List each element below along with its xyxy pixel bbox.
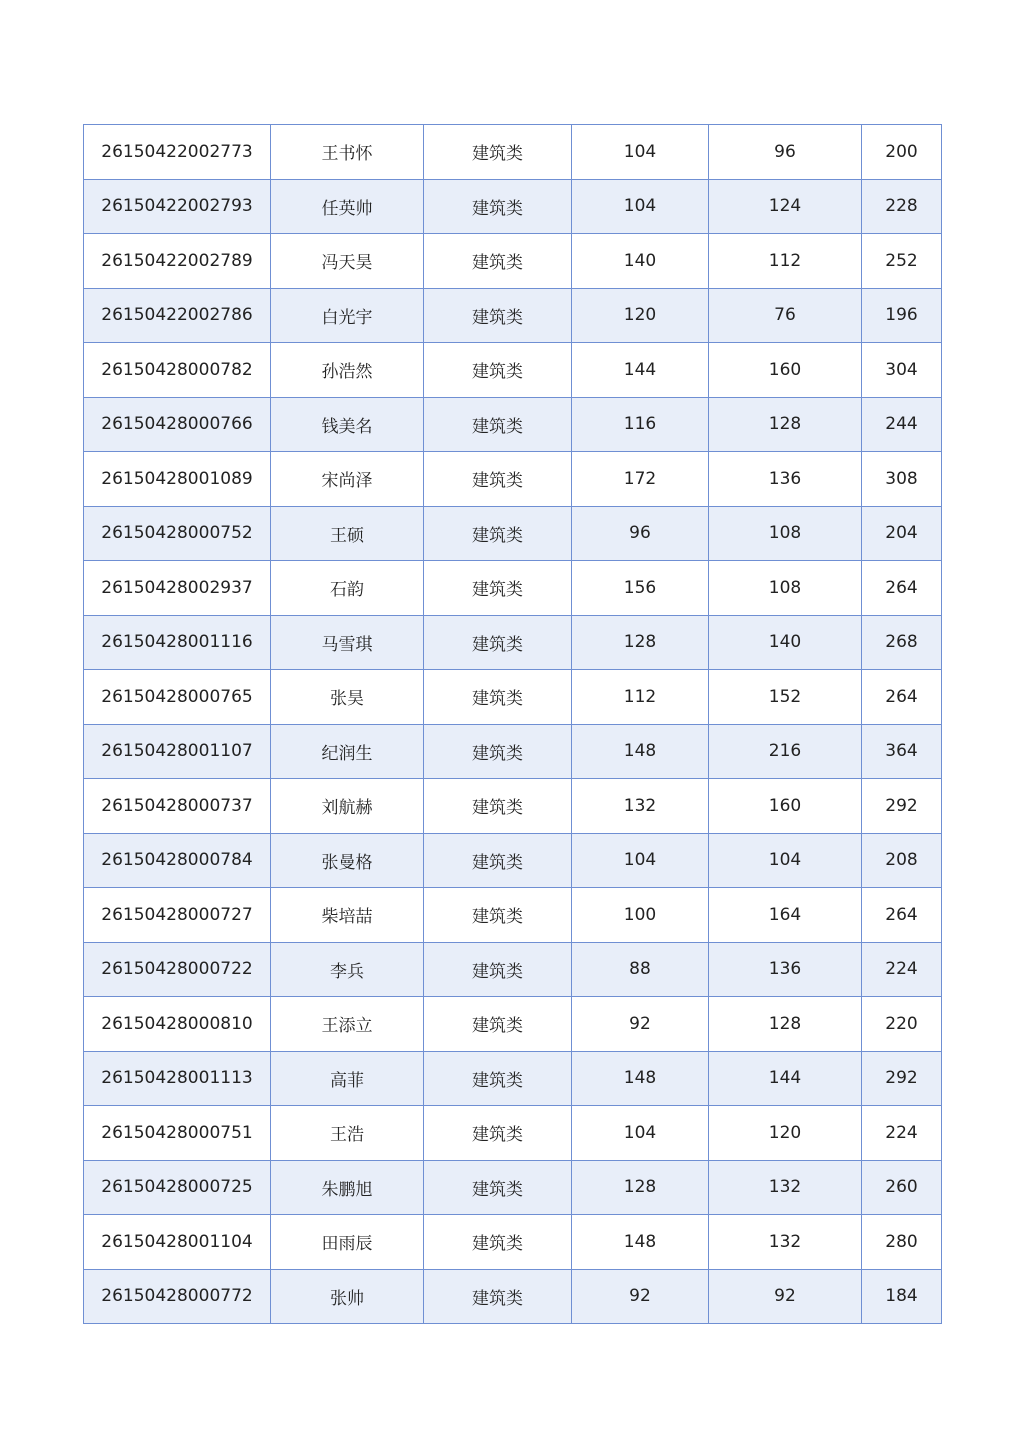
table-body (84, 125, 942, 1324)
exam-id-cell: 26150428001104 (84, 1215, 271, 1270)
total-score-cell: 260 (862, 1160, 942, 1215)
exam-id-cell: 26150428000766 (84, 397, 271, 452)
table-row (84, 1051, 942, 1106)
score-1-cell: 128 (572, 1160, 709, 1215)
table-row (84, 833, 942, 888)
score-2-cell: 144 (709, 1051, 862, 1106)
student-name-cell: 钱美名 (271, 397, 424, 452)
exam-id-cell: 26150428000725 (84, 1160, 271, 1215)
student-name-cell: 孙浩然 (271, 343, 424, 398)
category-cell: 建筑类 (424, 1106, 572, 1161)
score-1-cell: 156 (572, 561, 709, 616)
total-score-cell: 252 (862, 234, 942, 289)
score-1-cell: 104 (572, 125, 709, 180)
student-name-cell: 刘航赫 (271, 779, 424, 834)
total-score-cell: 228 (862, 179, 942, 234)
table-row (84, 1269, 942, 1324)
exam-id-cell: 26150428001113 (84, 1051, 271, 1106)
student-name-cell: 王添立 (271, 997, 424, 1052)
category-cell: 建筑类 (424, 234, 572, 289)
total-score-cell: 204 (862, 506, 942, 561)
category-cell: 建筑类 (424, 179, 572, 234)
score-1-cell: 104 (572, 833, 709, 888)
student-name-cell: 张帅 (271, 1269, 424, 1324)
score-1-cell: 104 (572, 1106, 709, 1161)
exam-id-cell: 26150428000765 (84, 670, 271, 725)
total-score-cell: 224 (862, 942, 942, 997)
category-cell: 建筑类 (424, 343, 572, 398)
exam-id-cell: 26150428000722 (84, 942, 271, 997)
exam-id-cell: 26150428001116 (84, 615, 271, 670)
student-name-cell: 朱鹏旭 (271, 1160, 424, 1215)
table-row (84, 506, 942, 561)
total-score-cell: 200 (862, 125, 942, 180)
score-1-cell: 144 (572, 343, 709, 398)
exam-id-cell: 26150422002789 (84, 234, 271, 289)
category-cell: 建筑类 (424, 779, 572, 834)
score-1-cell: 92 (572, 997, 709, 1052)
table-row (84, 125, 942, 180)
table-row (84, 397, 942, 452)
total-score-cell: 292 (862, 1051, 942, 1106)
score-1-cell: 100 (572, 888, 709, 943)
score-2-cell: 104 (709, 833, 862, 888)
total-score-cell: 196 (862, 288, 942, 343)
category-cell: 建筑类 (424, 1269, 572, 1324)
exam-id-cell: 26150428001089 (84, 452, 271, 507)
exam-id-cell: 26150428000782 (84, 343, 271, 398)
table-row (84, 1106, 942, 1161)
student-name-cell: 任英帅 (271, 179, 424, 234)
exam-id-cell: 26150428000727 (84, 888, 271, 943)
student-name-cell: 王浩 (271, 1106, 424, 1161)
table-row (84, 888, 942, 943)
score-2-cell: 96 (709, 125, 862, 180)
table-row (84, 561, 942, 616)
score-2-cell: 160 (709, 779, 862, 834)
category-cell: 建筑类 (424, 125, 572, 180)
category-cell: 建筑类 (424, 1051, 572, 1106)
score-1-cell: 148 (572, 724, 709, 779)
score-2-cell: 164 (709, 888, 862, 943)
student-name-cell: 张曼格 (271, 833, 424, 888)
score-2-cell: 132 (709, 1215, 862, 1270)
student-name-cell: 田雨辰 (271, 1215, 424, 1270)
category-cell: 建筑类 (424, 833, 572, 888)
student-name-cell: 石韵 (271, 561, 424, 616)
table-row (84, 670, 942, 725)
student-name-cell: 柴培喆 (271, 888, 424, 943)
score-1-cell: 104 (572, 179, 709, 234)
student-name-cell: 宋尚泽 (271, 452, 424, 507)
table-row (84, 997, 942, 1052)
table-row (84, 234, 942, 289)
total-score-cell: 184 (862, 1269, 942, 1324)
student-name-cell: 高菲 (271, 1051, 424, 1106)
category-cell: 建筑类 (424, 997, 572, 1052)
total-score-cell: 292 (862, 779, 942, 834)
score-1-cell: 112 (572, 670, 709, 725)
exam-id-cell: 26150428000752 (84, 506, 271, 561)
exam-id-cell: 26150428001107 (84, 724, 271, 779)
table-row (84, 724, 942, 779)
score-2-cell: 108 (709, 561, 862, 616)
total-score-cell: 244 (862, 397, 942, 452)
category-cell: 建筑类 (424, 452, 572, 507)
score-2-cell: 120 (709, 1106, 862, 1161)
table-row (84, 452, 942, 507)
exam-id-cell: 26150422002786 (84, 288, 271, 343)
score-2-cell: 136 (709, 452, 862, 507)
total-score-cell: 264 (862, 561, 942, 616)
table-row (84, 615, 942, 670)
exam-id-cell: 26150422002793 (84, 179, 271, 234)
score-2-cell: 76 (709, 288, 862, 343)
score-1-cell: 132 (572, 779, 709, 834)
exam-id-cell: 26150428000772 (84, 1269, 271, 1324)
student-name-cell: 马雪琪 (271, 615, 424, 670)
category-cell: 建筑类 (424, 288, 572, 343)
score-2-cell: 108 (709, 506, 862, 561)
table-row (84, 179, 942, 234)
category-cell: 建筑类 (424, 670, 572, 725)
category-cell: 建筑类 (424, 724, 572, 779)
category-cell: 建筑类 (424, 942, 572, 997)
score-1-cell: 148 (572, 1051, 709, 1106)
total-score-cell: 264 (862, 888, 942, 943)
score-2-cell: 112 (709, 234, 862, 289)
exam-id-cell: 26150428000751 (84, 1106, 271, 1161)
score-2-cell: 92 (709, 1269, 862, 1324)
student-name-cell: 冯天昊 (271, 234, 424, 289)
student-name-cell: 纪润生 (271, 724, 424, 779)
exam-id-cell: 26150428002937 (84, 561, 271, 616)
student-name-cell: 白光宇 (271, 288, 424, 343)
score-2-cell: 132 (709, 1160, 862, 1215)
score-1-cell: 88 (572, 942, 709, 997)
score-1-cell: 128 (572, 615, 709, 670)
score-2-cell: 136 (709, 942, 862, 997)
total-score-cell: 308 (862, 452, 942, 507)
score-1-cell: 116 (572, 397, 709, 452)
student-name-cell: 张昊 (271, 670, 424, 725)
category-cell: 建筑类 (424, 1160, 572, 1215)
exam-id-cell: 26150428000810 (84, 997, 271, 1052)
category-cell: 建筑类 (424, 506, 572, 561)
exam-id-cell: 26150422002773 (84, 125, 271, 180)
score-2-cell: 128 (709, 397, 862, 452)
score-1-cell: 92 (572, 1269, 709, 1324)
score-1-cell: 120 (572, 288, 709, 343)
total-score-cell: 364 (862, 724, 942, 779)
total-score-cell: 304 (862, 343, 942, 398)
score-2-cell: 216 (709, 724, 862, 779)
category-cell: 建筑类 (424, 888, 572, 943)
total-score-cell: 224 (862, 1106, 942, 1161)
category-cell: 建筑类 (424, 615, 572, 670)
table-row (84, 343, 942, 398)
score-2-cell: 128 (709, 997, 862, 1052)
score-2-cell: 140 (709, 615, 862, 670)
total-score-cell: 280 (862, 1215, 942, 1270)
table-row (84, 1160, 942, 1215)
category-cell: 建筑类 (424, 561, 572, 616)
student-name-cell: 王硕 (271, 506, 424, 561)
category-cell: 建筑类 (424, 1215, 572, 1270)
exam-id-cell: 26150428000737 (84, 779, 271, 834)
score-2-cell: 152 (709, 670, 862, 725)
score-table (83, 124, 942, 1324)
score-1-cell: 140 (572, 234, 709, 289)
total-score-cell: 208 (862, 833, 942, 888)
total-score-cell: 264 (862, 670, 942, 725)
student-name-cell: 王书怀 (271, 125, 424, 180)
exam-id-cell: 26150428000784 (84, 833, 271, 888)
score-2-cell: 124 (709, 179, 862, 234)
score-1-cell: 148 (572, 1215, 709, 1270)
table-row (84, 288, 942, 343)
table-row (84, 942, 942, 997)
table-row (84, 779, 942, 834)
score-1-cell: 172 (572, 452, 709, 507)
table-row (84, 1215, 942, 1270)
category-cell: 建筑类 (424, 397, 572, 452)
total-score-cell: 268 (862, 615, 942, 670)
score-1-cell: 96 (572, 506, 709, 561)
student-name-cell: 李兵 (271, 942, 424, 997)
total-score-cell: 220 (862, 997, 942, 1052)
score-2-cell: 160 (709, 343, 862, 398)
